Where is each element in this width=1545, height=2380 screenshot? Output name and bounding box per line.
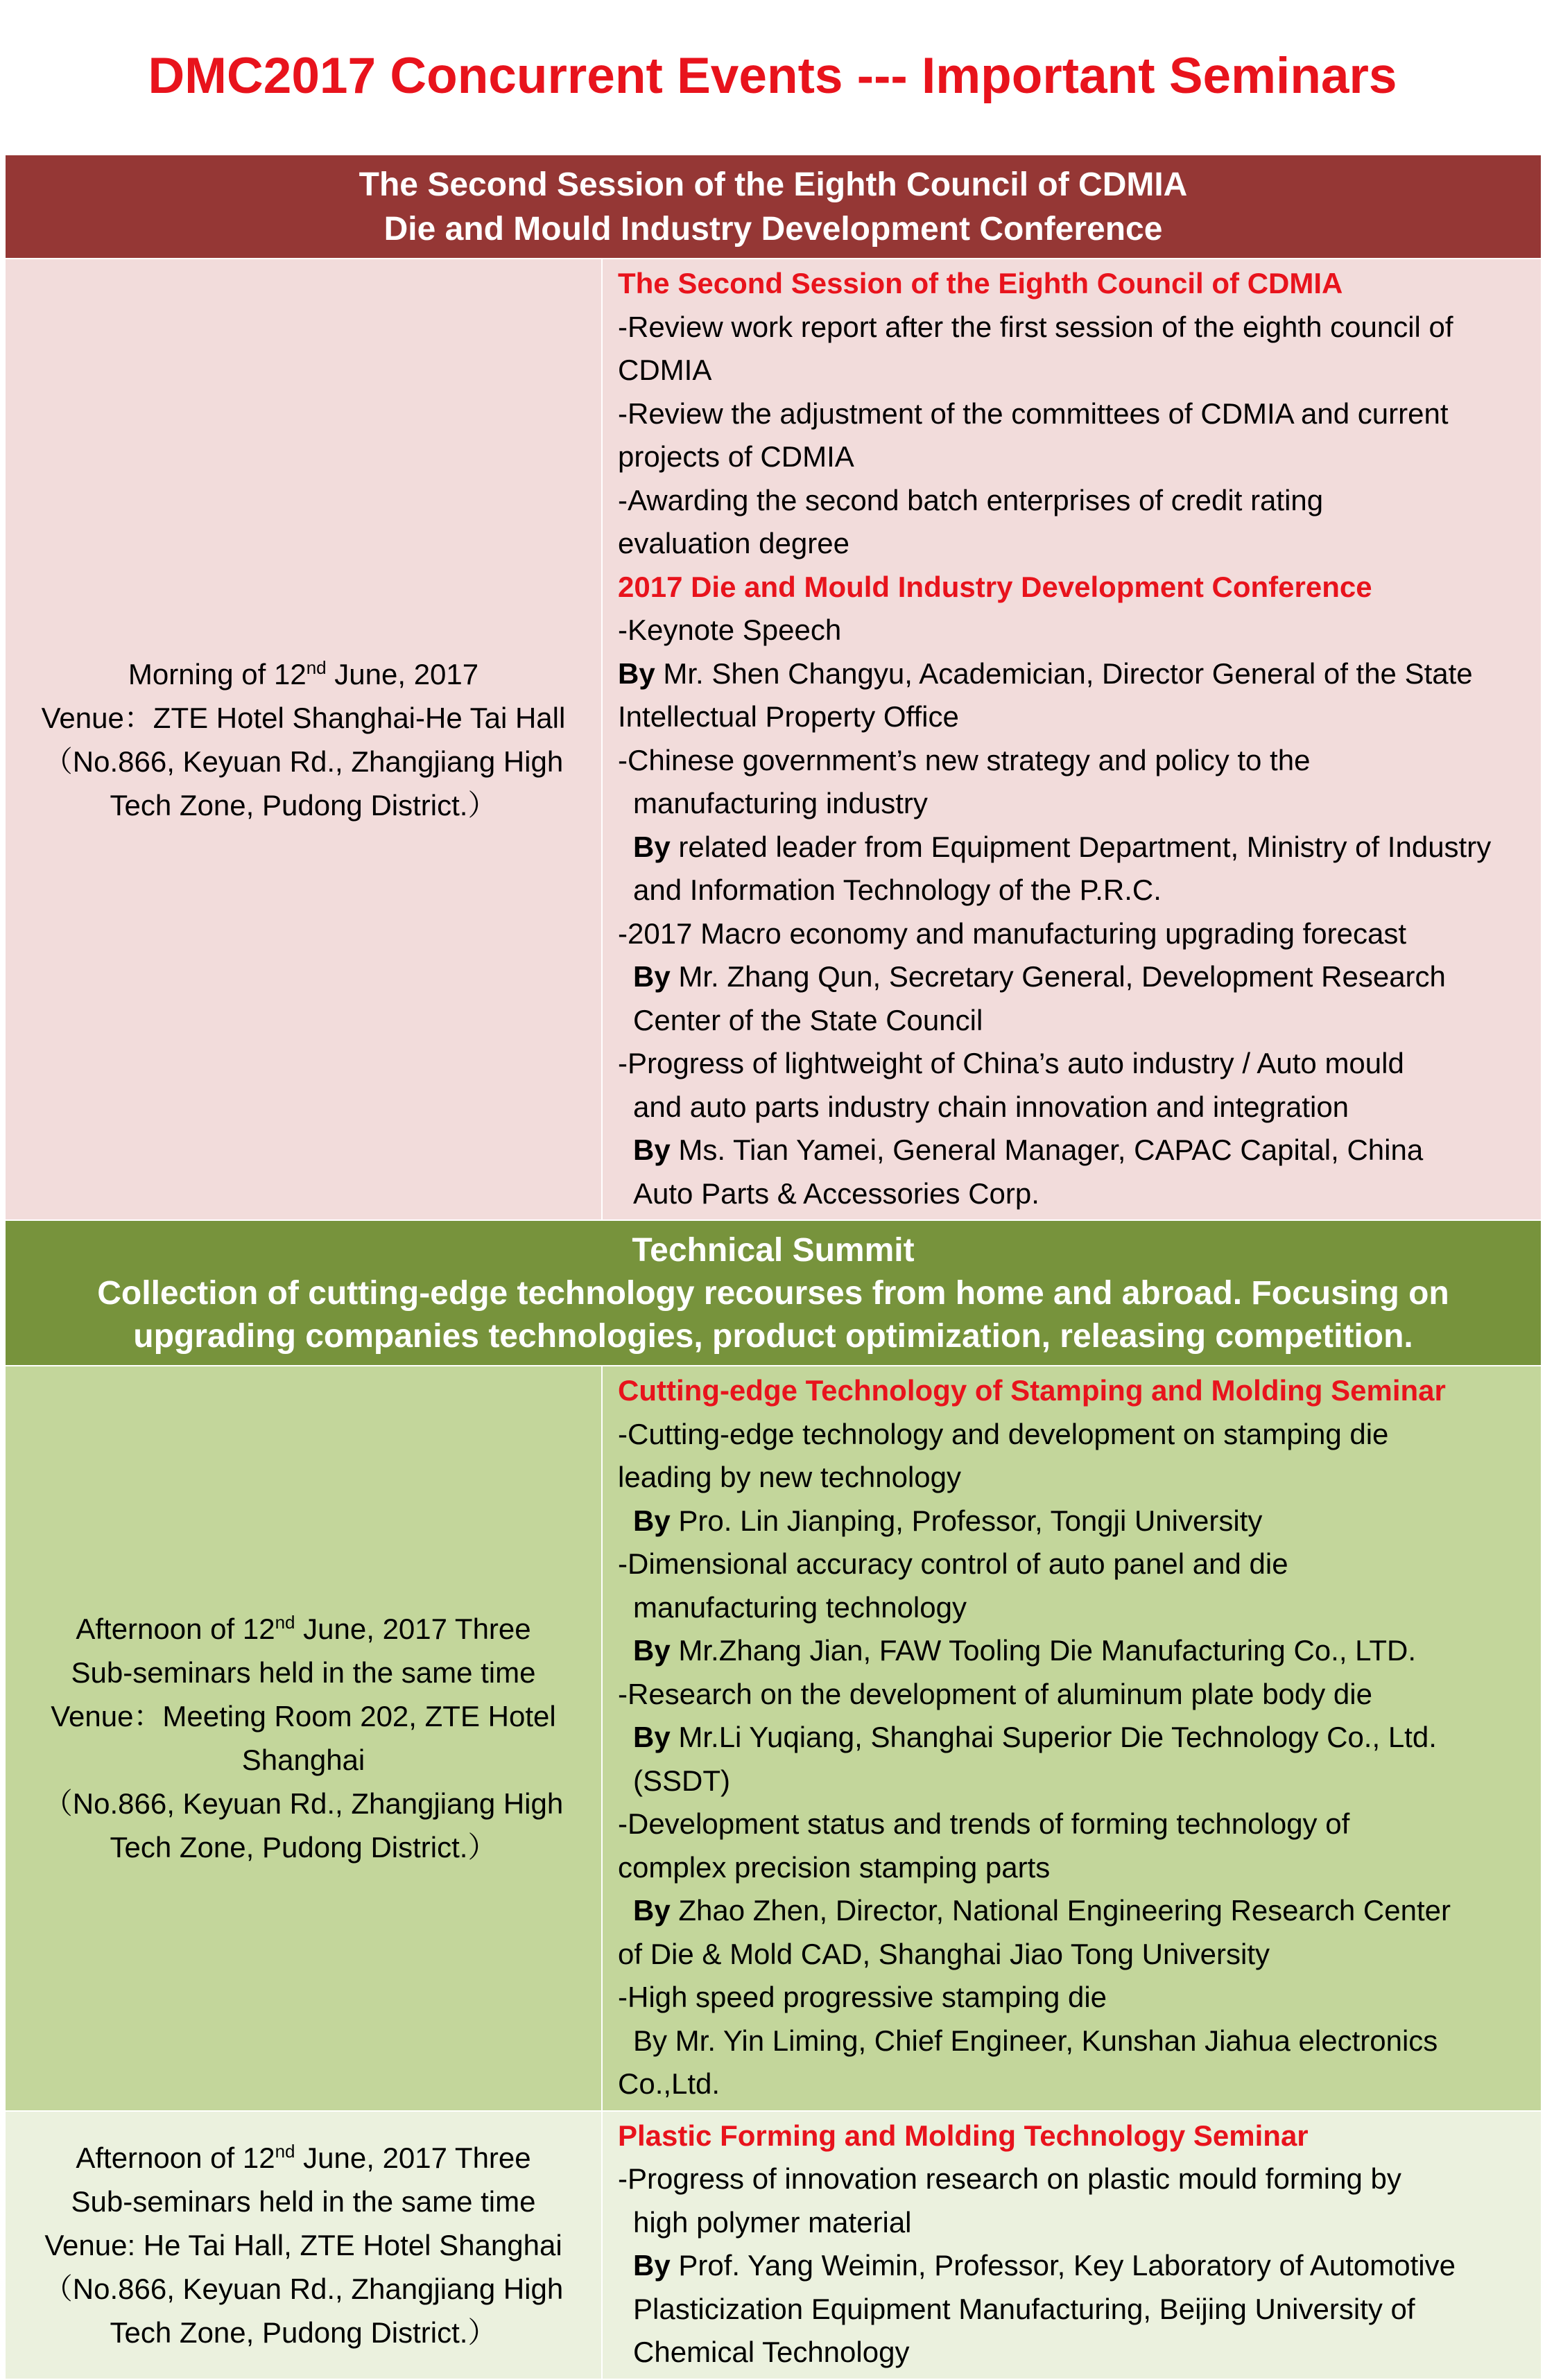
agenda-line: -High speed progressive stamping die: [618, 1981, 1107, 2013]
section1-header-line: The Second Session of the Eighth Council of CDMIA: [359, 166, 1188, 203]
section2-header-row: [5, 1220, 1542, 1366]
agenda-speaker-line: [618, 826, 1533, 869]
agenda-line: -Research on the development of aluminum plate body die: [618, 1677, 1372, 1710]
section3-venue: Venue: He Tai Hall, ZTE Hotel Shanghai: [44, 2228, 562, 2261]
speaker-text: Pro. Lin Jianping, Professor, Tongji University: [670, 1504, 1263, 1537]
agenda-line: high polymer material: [633, 2205, 912, 2239]
section1-date: Morning of 12nd June, 2017: [128, 657, 479, 690]
section2-row: [5, 1366, 1542, 2111]
agenda-line: manufacturing industry: [633, 787, 928, 819]
section2-note: Sub-seminars held in the same time: [71, 1656, 536, 1690]
section1-header-line: Die and Mould Industry Development Conference: [383, 211, 1163, 247]
agenda-speaker-line: [618, 2244, 1533, 2288]
agenda-section-title: Plastic Forming and Molding Technology Seminar: [618, 2119, 1309, 2152]
agenda-line: Intellectual Property Office: [618, 700, 959, 733]
agenda-speaker-line: [618, 1129, 1533, 1172]
section3-agenda: [602, 2111, 1542, 2379]
agenda-line: Center of the State Council: [633, 1003, 983, 1036]
agenda-speaker-line: [618, 1716, 1533, 1760]
section2-address: Tech Zone, Pudong District.）: [110, 1831, 497, 1864]
section3-time-venue: [5, 2111, 602, 2379]
agenda-line: -2017 Macro economy and manufacturing upgrading forecast: [618, 917, 1406, 950]
section1-row: [5, 259, 1542, 1220]
agenda-line: By Mr. Yin Liming, Chief Engineer, Kunshan Jiahua electronics: [633, 2024, 1438, 2057]
agenda-line: and auto parts industry chain innovation and integration: [633, 1090, 1349, 1123]
agenda-line: (SSDT): [633, 1764, 730, 1797]
agenda-speaker-line: [618, 955, 1533, 999]
speaker-text: related leader from Equipment Department, Ministry of Industry: [670, 830, 1492, 863]
section1-time-venue: [5, 259, 602, 1220]
agenda-line: CDMIA: [618, 354, 712, 386]
agenda-line: of Die & Mold CAD, Shanghai Jiao Tong University: [618, 1937, 1270, 1970]
agenda-line: -Keynote Speech: [618, 614, 842, 646]
page-title: DMC2017 Concurrent Events --- Important Seminars: [148, 48, 1397, 104]
section1-header-row: [5, 155, 1542, 259]
agenda-section-title: The Second Session of the Eighth Council of CDMIA: [618, 267, 1343, 299]
section2-address: （No.866, Keyuan Rd., Zhangjiang High: [43, 1787, 564, 1821]
agenda-line: -Review the adjustment of the committees of CDMIA and current: [618, 397, 1449, 430]
section2-agenda: [602, 1366, 1542, 2111]
speaker-text: Zhao Zhen, Director, National Engineering Research Center: [670, 1894, 1451, 1927]
agenda-line: leading by new technology: [618, 1461, 962, 1493]
section2-time-venue: [5, 1366, 602, 2111]
agenda-line: -Awarding the second batch enterprises of credit rating: [618, 483, 1324, 516]
agenda-speaker-line: [618, 1629, 1533, 1673]
section1-address: Tech Zone, Pudong District.）: [110, 788, 497, 822]
section2-venue: Shanghai: [241, 1744, 365, 1777]
agenda-section-title: 2017 Die and Mould Industry Development Conference: [618, 570, 1372, 603]
agenda-line: Auto Parts & Accessories Corp.: [633, 1176, 1039, 1210]
section3-address: （No.866, Keyuan Rd., Zhangjiang High: [43, 2272, 564, 2305]
speaker-by-label: By: [633, 960, 671, 993]
agenda-line: -Cutting-edge technology and development on stamping die: [618, 1417, 1389, 1450]
section3-note: Sub-seminars held in the same time: [71, 2184, 536, 2218]
speaker-text: Mr. Zhang Qun, Secretary General, Development Research: [670, 960, 1446, 993]
speaker-text: Mr. Shen Changyu, Academician, Director General of the State: [655, 657, 1473, 690]
section1-venue: Venue：ZTE Hotel Shanghai-He Tai Hall: [41, 701, 566, 734]
speaker-by-label: By: [618, 657, 655, 690]
agenda-line: Chemical Technology: [633, 2336, 910, 2368]
agenda-speaker-line: [618, 1889, 1533, 1933]
section1-header: [5, 155, 1542, 259]
agenda-line: and Information Technology of the P.R.C.: [633, 874, 1162, 906]
agenda-line: -Progress of innovation research on plastic mould forming by: [618, 2162, 1401, 2195]
agenda-line: Plasticization Equipment Manufacturing, Beijing University of: [633, 2292, 1415, 2325]
section1-agenda: [602, 259, 1542, 1220]
agenda-speaker-line: [618, 652, 1533, 696]
speaker-by-label: By: [633, 1504, 671, 1537]
speaker-by-label: By: [633, 1133, 671, 1166]
speaker-text: Ms. Tian Yamei, General Manager, CAPAC Capital, China: [670, 1133, 1424, 1166]
section3-row: [5, 2111, 1542, 2379]
agenda-line: -Progress of lightweight of China’s auto industry / Auto mould: [618, 1047, 1404, 1079]
speaker-by-label: By: [633, 1634, 671, 1667]
agenda-line: complex precision stamping parts: [618, 1850, 1051, 1884]
section1-address: （No.866, Keyuan Rd., Zhangjiang High: [43, 745, 564, 778]
section2-header-line: Technical Summit: [632, 1232, 915, 1269]
agenda-line: manufacturing technology: [633, 1590, 967, 1624]
section3-address: Tech Zone, Pudong District.）: [110, 2316, 497, 2349]
agenda-line: -Review work report after the first session of the eighth council of: [618, 310, 1453, 343]
speaker-text: Mr.Zhang Jian, FAW Tooling Die Manufacturing Co., LTD.: [670, 1634, 1417, 1667]
speaker-by-label: By: [633, 2249, 671, 2282]
section2-header-line: Collection of cutting-edge technology recourses from home and abroad. Focusing on: [97, 1275, 1449, 1312]
section2-date: Afternoon of 12nd June, 2017 Three: [76, 1612, 531, 1646]
agenda-line: Co.,Ltd.: [618, 2067, 720, 2100]
agenda-line: -Dimensional accuracy control of auto panel and die: [618, 1547, 1288, 1580]
agenda-speaker-line: [618, 1500, 1533, 1543]
speaker-text: Prof. Yang Weimin, Professor, Key Laboratory of Automotive: [670, 2249, 1456, 2282]
section2-venue: Venue：Meeting Room 202, ZTE Hotel: [51, 1700, 556, 1733]
speaker-by-label: By: [633, 1721, 671, 1753]
speaker-text: Mr.Li Yuqiang, Shanghai Superior Die Technology Co., Ltd.: [670, 1721, 1437, 1753]
section2-header: [5, 1220, 1542, 1366]
speaker-by-label: By: [633, 1894, 671, 1927]
seminar-schedule-table: [4, 154, 1542, 2380]
section2-header-line: upgrading companies technologies, product optimization, releasing competition.: [133, 1318, 1413, 1355]
speaker-by-label: By: [633, 830, 671, 863]
agenda-section-title: Cutting-edge Technology of Stamping and Molding Seminar: [618, 1374, 1446, 1407]
agenda-line: projects of CDMIA: [618, 440, 854, 473]
agenda-line: -Chinese government’s new strategy and policy to the: [618, 743, 1311, 776]
agenda-line: -Development status and trends of forming technology of: [618, 1807, 1350, 1840]
agenda-line: evaluation degree: [618, 527, 849, 559]
section3-date: Afternoon of 12nd June, 2017 Three: [76, 2140, 531, 2174]
